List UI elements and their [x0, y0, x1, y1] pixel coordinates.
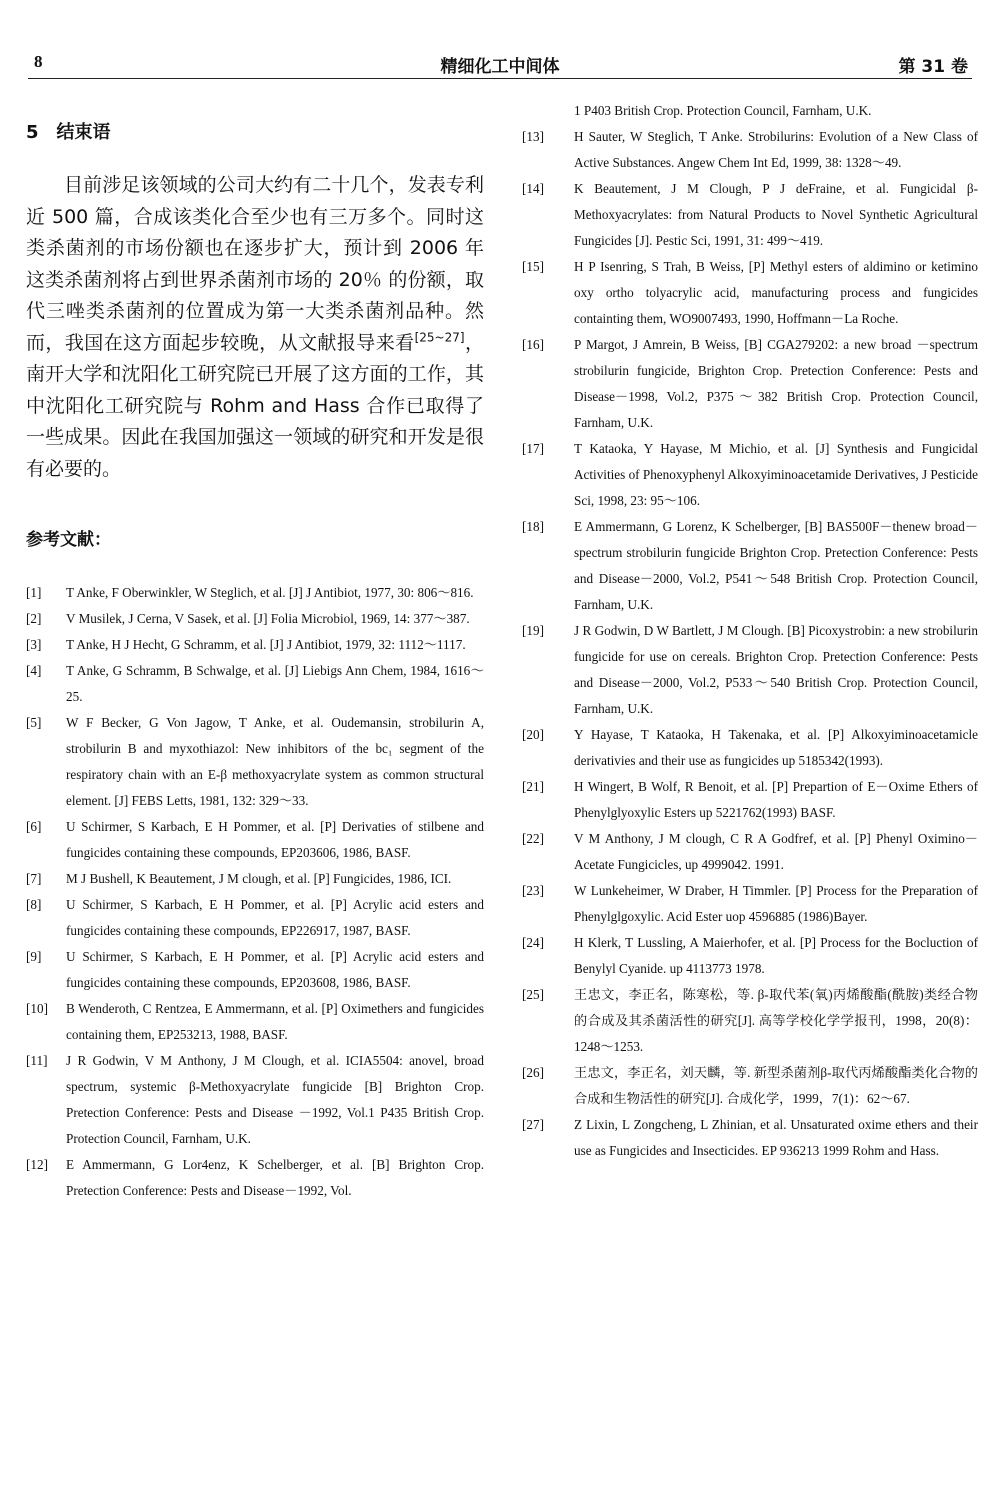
reference-item: [26, 892, 484, 944]
reference-item: [522, 436, 978, 514]
journal-title: 精细化工中间体: [440, 57, 560, 77]
references-heading: 参考文献：: [26, 530, 111, 550]
reference-item: [522, 618, 978, 722]
reference-item: [522, 1060, 978, 1112]
reference-item: [522, 124, 978, 176]
reference-number: [25]: [522, 987, 544, 1002]
reference-number: [23]: [522, 883, 544, 898]
reference-number: [8]: [26, 897, 42, 912]
reference-text: E Ammermann, G Lor4enz, K Schelberger, et al. [B] Brighton Crop. Pretection Conference: Pests and Disease－1992, Vol.: [66, 1157, 484, 1198]
reference-item: [522, 722, 978, 774]
reference-item: [26, 996, 484, 1048]
reference-item: [26, 814, 484, 866]
reference-item: [26, 710, 484, 814]
reference-text: M J Bushell, K Beautement, J M clough, et al. [P] Fungicides, 1986, ICI.: [66, 871, 452, 886]
reference-text: E Ammermann, G Lorenz, K Schelberger, [B] BAS500F－thenew broad－spectrum strobilurin fungicide Brighton Crop. Pretection Conference: Pests and Disease－2000, Vol.2, P541～548 British Crop. Protection Council, Farnham, U.K.: [574, 519, 978, 612]
reference-number: [2]: [26, 611, 42, 626]
reference-item: [522, 332, 978, 436]
reference-item: [26, 658, 484, 710]
reference-text: K Beautement, J M Clough, P J deFraine, et al. Fungicidal β-Methoxyacrylates: from Natural Products to Novel Synthetic Agricultural Fungicides [J]. Pestic Sci, 1991, 31: 499～419.: [574, 181, 978, 248]
reference-text: T Anke, G Schramm, B Schwalge, et al. [J] Liebigs Ann Chem, 1984, 1616～25.: [66, 663, 484, 704]
reference-number: [11]: [26, 1053, 48, 1068]
reference-number: [6]: [26, 819, 42, 834]
conclusion-paragraph: [26, 170, 484, 485]
reference-item: [522, 826, 978, 878]
reference-number: [20]: [522, 727, 544, 742]
reference-item: [26, 866, 484, 892]
reference-text: U Schirmer, S Karbach, E H Pommer, et al. [P] Derivaties of stilbene and fungicides containing these compounds, EP203606, 1986, BASF.: [66, 819, 484, 860]
reference-item: [522, 176, 978, 254]
left-column: [26, 118, 484, 1204]
reference-list-right: [522, 98, 978, 1164]
reference-number: [27]: [522, 1117, 544, 1132]
reference-text: U Schirmer, S Karbach, E H Pommer, et al. [P] Acrylic acid esters and fungicides containing these compounds, EP226917, 1987, BASF.: [66, 897, 484, 938]
reference-item: [522, 98, 978, 124]
reference-item: [522, 930, 978, 982]
reference-item: [26, 1152, 484, 1204]
reference-text: W F Becker, G Von Jagow, T Anke, et al. Oudemansin, strobilurin A, strobilurin B and myxothiazol: New inhibitors of the bc₁ segment of the respiratory chain with an E-β methoxyacrylate system as common structural element. [J] FEBS Letts, 1981, 132: 329～33.: [66, 715, 484, 808]
section-number: 5: [26, 122, 39, 143]
paragraph-text-before-citation: 目前涉足该领域的公司大约有二十几个，发表专利近 500 篇，合成该类化合至少也有三万多个。同时这类杀菌剂的市场份额也在逐步扩大，预计到 2006 年这类杀菌剂将占到世界杀菌剂市场的 20％ 的份额，取代三唑类杀菌剂的位置成为第一大类杀菌剂品种。然而，我国在这方面起步较晚，从文献报导来看: [26, 174, 484, 354]
reference-text: T Anke, H J Hecht, G Schramm, et al. [J] J Antibiot, 1979, 32: 1112～1117.: [66, 637, 466, 652]
reference-item: [522, 1112, 978, 1164]
reference-number: [14]: [522, 181, 544, 196]
reference-number: [3]: [26, 637, 42, 652]
right-column: [522, 98, 978, 1164]
reference-text: H Wingert, B Wolf, R Benoit, et al. [P] Prepartion of E－Oxime Ethers of Phenylglyoxylic Esters up 5221762(1993) BASF.: [574, 779, 978, 820]
paragraph-text-after-citation: ，南开大学和沈阳化工研究院已开展了这方面的工作，其中沈阳化工研究院与 Rohm and Hass 合作已取得了一些成果。因此在我国加强这一领域的研究和开发是很有必要的。: [26, 331, 484, 480]
reference-number: [13]: [522, 129, 544, 144]
reference-text: P Margot, J Amrein, B Weiss, [B] CGA279202: a new broad －spectrum strobilurin fungicide, Brighton Crop. Pretection Conference: Pests and Disease－1998, Vol.2, P375～382 British Crop. Protection Council, Farnham, U.K.: [574, 337, 978, 430]
reference-number: [16]: [522, 337, 544, 352]
reference-number: [21]: [522, 779, 544, 794]
reference-text: T Anke, F Oberwinkler, W Steglich, et al. [J] J Antibiot, 1977, 30: 806～816.: [66, 585, 474, 600]
reference-number: [26]: [522, 1065, 544, 1080]
reference-text: 王忠文，李正名，刘天麟，等. 新型杀菌剂β-取代丙烯酸酯类化合物的合成和生物活性的研究[J]. 合成化学，1999，7(1)：62～67.: [574, 1065, 978, 1106]
volume-label: 第 31 卷: [898, 57, 968, 77]
reference-number: [10]: [26, 1001, 48, 1016]
reference-item: [26, 632, 484, 658]
reference-number: [5]: [26, 715, 42, 730]
reference-text: T Kataoka, Y Hayase, M Michio, et al. [J] Synthesis and Fungicidal Activities of Phenoxyphenyl Alkoxyiminoacetamide Derivatives, J Pesticide Sci, 1998, 23: 95～106.: [574, 441, 978, 508]
reference-item: [26, 944, 484, 996]
reference-number: [12]: [26, 1157, 48, 1172]
reference-number: [4]: [26, 663, 42, 678]
reference-text: U Schirmer, S Karbach, E H Pommer, et al. [P] Acrylic acid esters and fungicides containing these compounds, EP203608, 1986, BASF.: [66, 949, 484, 990]
reference-text: B Wenderoth, C Rentzea, E Ammermann, et al. [P] Oximethers and fungicides containing them, EP253213, 1988, BASF.: [66, 1001, 484, 1042]
reference-number: [7]: [26, 871, 42, 886]
reference-text: W Lunkeheimer, W Draber, H Timmler. [P] Process for the Preparation of Phenylglgoxylic. Acid Ester uop 4596885 (1986)Bayer.: [574, 883, 978, 924]
reference-text: V M Anthony, J M clough, C R A Godfref, et al. [P] Phenyl Oximino－Acetate Fungicicles, up 4999042. 1991.: [574, 831, 978, 872]
reference-text: Y Hayase, T Kataoka, H Takenaka, et al. [P] Alkoxyiminoacetamicle derivativies and their use as fungicides up 5185342(1993).: [574, 727, 978, 768]
reference-item: [26, 606, 484, 632]
reference-item: [26, 1048, 484, 1152]
reference-list-left: [26, 580, 484, 1204]
reference-number: [17]: [522, 441, 544, 456]
reference-item: [522, 774, 978, 826]
reference-number: [18]: [522, 519, 544, 534]
reference-text: J R Godwin, V M Anthony, J M Clough, et al. ICIA5504: anovel, broad spectrum, systemic β-Methoxyacrylate fungicide [B] Brighton Crop. Pretection Conference: Pests and Disease －1992, Vol.1 P435 British Crop. Protection Council, Farnham, U.K.: [66, 1053, 484, 1146]
reference-item: [26, 580, 484, 606]
reference-item: [522, 254, 978, 332]
section-heading: [26, 118, 484, 144]
reference-number: [19]: [522, 623, 544, 638]
reference-text: H Sauter, W Steglich, T Anke. Strobilurins: Evolution of a New Class of Active Substances. Angew Chem Int Ed, 1999, 38: 1328～49.: [574, 129, 978, 170]
reference-item: [522, 982, 978, 1060]
reference-text: J R Godwin, D W Bartlett, J M Clough. [B] Picoxystrobin: a new strobilurin fungicide for use on cereals. Brighton Crop. Pretection Conference: Pests and Disease－2000, Vol.2, P533～540 British Crop. Protection Council, Farnham, U.K.: [574, 623, 978, 716]
reference-number: [1]: [26, 585, 42, 600]
reference-item: [522, 878, 978, 930]
reference-number: [24]: [522, 935, 544, 950]
reference-number: [22]: [522, 831, 544, 846]
reference-text: H P Isenring, S Trah, B Weiss, [P] Methyl esters of aldimino or ketimino oxy ortho tolyacrylic acid, manufacturing process and fungicides containting them, WO9007493, 1990, Hoffmann－La Roche.: [574, 259, 978, 326]
reference-text: V Musilek, J Cerna, V Sasek, et al. [J] Folia Microbiol, 1969, 14: 377～387.: [66, 611, 470, 626]
page-header: [28, 50, 972, 79]
page-number: 8: [34, 52, 43, 71]
reference-item: [522, 514, 978, 618]
reference-text: 王忠文，李正名，陈寒松，等. β-取代苯(氧)丙烯酸酯(酰胺)类经合物的合成及其杀菌活性的研究[J]. 高等学校化学学报刊，1998，20(8)：1248～1253.: [574, 987, 978, 1054]
reference-number: [15]: [522, 259, 544, 274]
citation-superscript: [25~27]: [414, 330, 465, 345]
section-title: 结束语: [56, 122, 111, 143]
reference-number: [9]: [26, 949, 42, 964]
reference-text: H Klerk, T Lussling, A Maierhofer, et al. [P] Process for the Bocluction of Benylyl Cyanide. up 4113773 1978.: [574, 935, 978, 976]
reference-text: Z Lixin, L Zongcheng, L Zhinian, et al. Unsaturated oxime ethers and their use as Fungicides and Insecticides. EP 936213 1999 Rohm and Hass.: [574, 1117, 978, 1158]
reference-text: 1 P403 British Crop. Protection Council, Farnham, U.K.: [574, 103, 872, 118]
